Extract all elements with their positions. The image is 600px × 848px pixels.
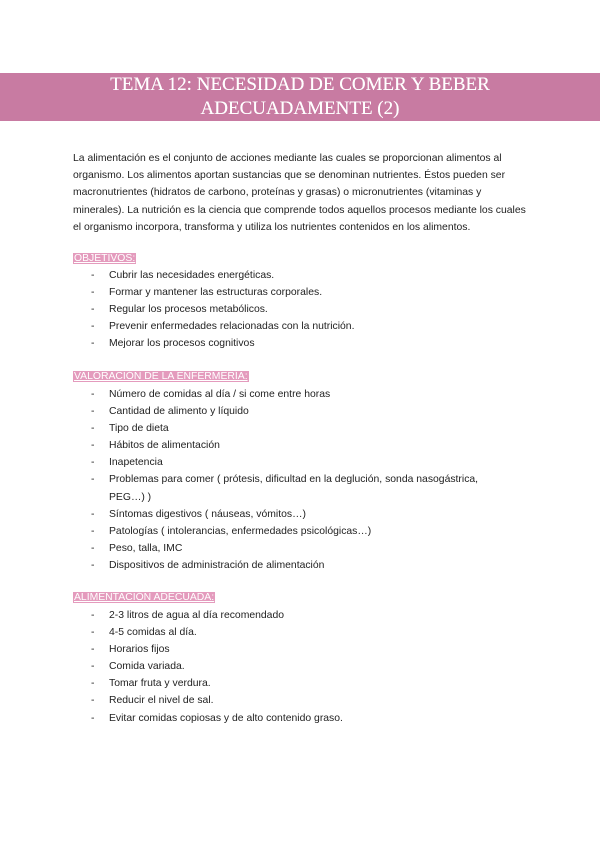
bullet-dash: - bbox=[91, 542, 95, 554]
section-heading-alimentacion-text: ALIMENTACIÓN ADECUADA: bbox=[74, 592, 215, 603]
list-item-text: 4-5 comidas al día. bbox=[109, 627, 197, 639]
list-item bbox=[73, 301, 513, 318]
bullet-dash: - bbox=[91, 610, 95, 621]
section-heading-alimentacion bbox=[73, 591, 215, 605]
list-item-text: 2-3 litros de agua al día recomendado bbox=[109, 610, 285, 621]
bullet-dash: - bbox=[91, 304, 95, 316]
list-item-text: Tipo de dieta bbox=[109, 423, 169, 435]
list-item-text: Dispositivos de administración de alimentación bbox=[109, 559, 325, 571]
bullet-dash: - bbox=[91, 406, 95, 418]
list-item bbox=[73, 318, 513, 335]
bullet-dash: - bbox=[91, 440, 95, 452]
list-item-text: Reducir el nivel de sal. bbox=[109, 695, 214, 707]
list-item-text: Tomar fruta y verdura. bbox=[109, 678, 211, 690]
list-item bbox=[73, 386, 513, 403]
list-item bbox=[73, 658, 513, 675]
list-item bbox=[73, 692, 513, 709]
title-line-2: ADECUADAMENTE (2) bbox=[200, 98, 400, 119]
bullet-dash: - bbox=[91, 525, 95, 537]
bullet-dash: - bbox=[91, 270, 95, 281]
list-item-text: Cantidad de alimento y líquido bbox=[109, 406, 249, 418]
list-item bbox=[73, 523, 513, 540]
list-item bbox=[73, 540, 513, 557]
bullet-dash: - bbox=[91, 321, 95, 333]
list-item bbox=[73, 710, 513, 727]
list-item-text: Síntomas digestivos ( náuseas, vómitos…) bbox=[109, 508, 306, 520]
list-item bbox=[73, 284, 513, 301]
list-item bbox=[73, 641, 513, 658]
bullet-dash: - bbox=[91, 423, 95, 435]
title-line-1: TEMA 12: NECESIDAD DE COMER Y BEBER bbox=[110, 74, 490, 95]
list-item bbox=[73, 335, 513, 352]
list-item bbox=[73, 454, 513, 471]
section-heading-valoracion bbox=[73, 370, 249, 384]
list-valoracion bbox=[73, 386, 513, 574]
list-item-text: Formar y mantener las estructuras corporales. bbox=[109, 287, 323, 299]
intro-paragraph: La alimentación es el conjunto de acciones mediante las cuales se proporcionan alimentos al organismo. Los alimentos aportan sustancias que se denominan nutrientes. Éstos pueden ser macronutrientes (hidratos de carbono, proteínas y grasas) o micronutrientes (vitaminas y minerales). La nutrición es la ciencia que comprende todos aquellos procesos mediante los cuales el organismo incorpora, transforma y utiliza los nutrientes contenidos en los alimentos. bbox=[73, 153, 526, 233]
list-item-text: Evitar comidas copiosas y de alto contenido graso. bbox=[109, 712, 343, 724]
list-item-text: Cubrir las necesidades energéticas. bbox=[109, 270, 275, 281]
bullet-dash: - bbox=[91, 627, 95, 639]
list-item-text: Comida variada. bbox=[109, 661, 185, 673]
bullet-dash: - bbox=[91, 559, 95, 571]
list-item bbox=[73, 403, 513, 420]
bullet-dash: - bbox=[91, 474, 95, 486]
list-item-text: Peso, talla, IMC bbox=[109, 542, 183, 554]
bullet-dash: - bbox=[91, 457, 95, 469]
section-heading-objetivos-text: OBJETIVOS: bbox=[74, 253, 136, 264]
list-item bbox=[73, 624, 513, 641]
list-item-text: Horarios fijos bbox=[109, 644, 170, 656]
section-heading-valoracion-text: VALORACIÓN DE LA ENFERMERÍA: bbox=[74, 371, 248, 382]
list-item bbox=[73, 675, 513, 692]
bullet-dash: - bbox=[91, 695, 95, 707]
bullet-dash: - bbox=[91, 508, 95, 520]
list-item bbox=[73, 267, 513, 284]
section-heading-objetivos bbox=[73, 252, 136, 266]
list-item bbox=[73, 557, 513, 574]
list-item-text: Hábitos de alimentación bbox=[109, 440, 220, 452]
list-item bbox=[73, 471, 513, 505]
list-item-text: Patologías ( intolerancias, enfermedades psicológicas…) bbox=[109, 525, 372, 537]
bullet-dash: - bbox=[91, 644, 95, 656]
list-item bbox=[73, 506, 513, 523]
bullet-dash: - bbox=[91, 287, 95, 299]
list-item bbox=[73, 607, 513, 624]
bullet-dash: - bbox=[91, 661, 95, 673]
list-alimentacion bbox=[73, 607, 513, 727]
list-item bbox=[73, 437, 513, 454]
list-item-text: Mejorar los procesos cognitivos bbox=[109, 338, 255, 350]
bullet-dash: - bbox=[91, 338, 95, 350]
page-title bbox=[0, 73, 600, 121]
bullet-dash: - bbox=[91, 712, 95, 724]
list-item bbox=[73, 420, 513, 437]
list-objetivos bbox=[73, 267, 513, 352]
list-item-text: Inapetencia bbox=[109, 457, 163, 469]
list-item-text: Regular los procesos metabólicos. bbox=[109, 304, 268, 316]
list-item-text: Problemas para comer ( prótesis, dificultad en la deglución, sonda nasogástrica, PEG…) ) bbox=[109, 474, 479, 503]
list-item-text: Número de comidas al día / si come entre horas bbox=[109, 389, 331, 400]
bullet-dash: - bbox=[91, 389, 95, 400]
list-item-text: Prevenir enfermedades relacionadas con la nutrición. bbox=[109, 321, 355, 333]
bullet-dash: - bbox=[91, 678, 95, 690]
